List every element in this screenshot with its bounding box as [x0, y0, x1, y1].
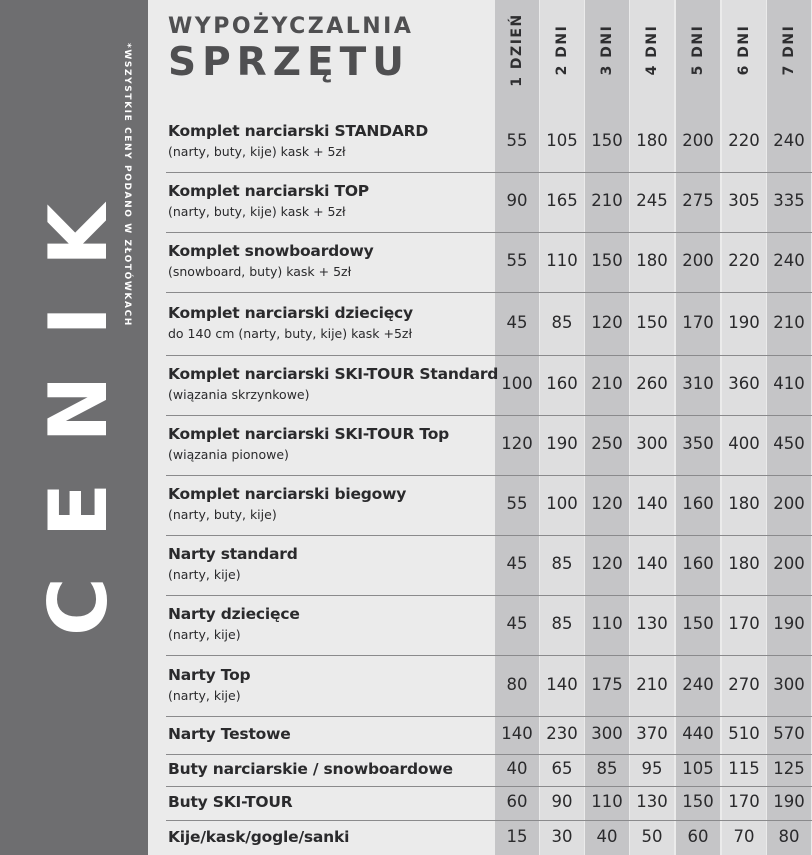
- item-description: (wiązania skrzynkowe): [168, 387, 310, 402]
- price-cell: 180: [636, 251, 668, 270]
- column-header-label: 2 DNI: [554, 24, 570, 76]
- price-cell: 240: [773, 131, 805, 150]
- price-cell: 60: [687, 826, 709, 846]
- price-cell: 190: [546, 434, 578, 453]
- price-cell: 200: [682, 251, 714, 270]
- price-cell: 210: [636, 674, 668, 694]
- price-cell: 230: [546, 724, 578, 743]
- price-cell: 240: [682, 674, 714, 694]
- price-cell: 40: [506, 759, 528, 778]
- page-title-line2: SPRZĘTU: [168, 40, 410, 85]
- page-title-line1: WYPOŻYCZALNIA: [168, 14, 414, 39]
- price-cell: 70: [733, 826, 755, 846]
- price-cell: 110: [591, 792, 623, 811]
- price-cell: 45: [506, 312, 528, 332]
- price-cell: 180: [728, 494, 760, 513]
- item-name: Buty narciarskie / snowboardowe: [168, 760, 453, 778]
- column-header-label: 7 DNI: [781, 24, 797, 76]
- item-description: (narty, buty, kije): [168, 507, 277, 522]
- column-header-label: 5 DNI: [690, 24, 706, 76]
- price-cell: 150: [636, 312, 668, 332]
- price-cell: 200: [773, 494, 805, 513]
- price-cell: 350: [682, 434, 714, 453]
- column-header: [495, 0, 539, 100]
- currency-note: *WSZYSTKIE CENY PODANO W ZŁOTÓWKACH: [122, 43, 132, 327]
- item-name: Buty SKI-TOUR: [168, 793, 293, 811]
- price-cell: 190: [773, 614, 805, 633]
- price-cell: 200: [773, 554, 805, 573]
- price-cell: 80: [778, 826, 800, 846]
- item-name: Komplet narciarski biegowy: [168, 485, 407, 503]
- price-cell: 100: [501, 374, 533, 393]
- price-cell: 45: [506, 554, 528, 573]
- price-cell: 160: [682, 494, 714, 513]
- item-description: (narty, buty, kije) kask + 5zł: [168, 204, 346, 219]
- price-cell: 30: [551, 826, 573, 846]
- price-cell: 15: [506, 826, 528, 846]
- column-header-label: 1 DZIEŃ: [509, 13, 525, 87]
- item-name: Komplet narciarski SKI-TOUR Top: [168, 425, 450, 443]
- price-cell: 300: [591, 724, 623, 743]
- price-cell: 300: [773, 674, 805, 694]
- price-cell: 260: [636, 374, 668, 393]
- column-header: [630, 0, 674, 100]
- item-description: do 140 cm (narty, buty, kije) kask +5zł: [168, 325, 413, 341]
- side-title: CENIK: [32, 163, 125, 637]
- price-cell: 105: [546, 131, 578, 150]
- price-cell: 190: [773, 792, 805, 811]
- price-cell: 140: [636, 494, 668, 513]
- price-cell: 220: [728, 251, 760, 270]
- price-cell: 80: [506, 674, 528, 694]
- price-cell: 110: [591, 614, 623, 633]
- column-header: [676, 0, 720, 100]
- column-header-label: 4 DNI: [644, 24, 660, 76]
- price-cell: 270: [728, 674, 760, 694]
- price-cell: 85: [596, 759, 618, 778]
- item-description: (narty, kije): [168, 567, 241, 582]
- price-cell: 450: [773, 434, 805, 453]
- price-cell: 150: [591, 131, 623, 150]
- column-header: [767, 0, 811, 100]
- price-cell: 45: [506, 614, 528, 633]
- price-cell: 170: [682, 312, 714, 332]
- item-description: (narty, buty, kije) kask + 5zł: [168, 144, 346, 159]
- column-header-label: 3 DNI: [599, 24, 615, 76]
- price-cell: 125: [773, 759, 805, 778]
- item-name: Narty standard: [168, 545, 298, 563]
- price-cell: 310: [682, 374, 714, 393]
- price-cell: 105: [682, 759, 714, 778]
- price-cell: 370: [636, 724, 668, 743]
- price-cell: 570: [773, 724, 805, 743]
- price-cell: 100: [546, 494, 578, 513]
- item-name: Komplet narciarski dziecięcy: [168, 303, 413, 322]
- item-description: (narty, kije): [168, 687, 241, 703]
- price-cell: 210: [773, 312, 805, 332]
- column-header: [722, 0, 766, 100]
- price-cell: 510: [728, 724, 760, 743]
- price-cell: 165: [546, 191, 578, 210]
- item-description: (snowboard, buty) kask + 5zł: [168, 264, 352, 279]
- item-name: Komplet narciarski STANDARD: [168, 122, 429, 140]
- price-cell: 140: [546, 674, 578, 694]
- item-name: Narty Top: [168, 665, 251, 684]
- item-description: (narty, kije): [168, 627, 241, 642]
- price-cell: 65: [551, 759, 573, 778]
- column-header: [540, 0, 584, 100]
- price-cell: 85: [551, 554, 573, 573]
- price-cell: 60: [506, 792, 528, 811]
- column-header-label: 6 DNI: [736, 24, 752, 76]
- price-cell: 120: [501, 434, 533, 453]
- price-cell: 190: [728, 312, 760, 332]
- price-cell: 120: [591, 312, 623, 332]
- price-cell: 180: [728, 554, 760, 573]
- price-cell: 210: [591, 191, 623, 210]
- price-cell: 170: [728, 792, 760, 811]
- price-cell: 95: [641, 759, 663, 778]
- price-cell: 275: [682, 191, 714, 210]
- price-cell: 130: [636, 614, 668, 633]
- price-cell: 120: [591, 554, 623, 573]
- item-description: (wiązania pionowe): [168, 447, 289, 462]
- price-cell: 360: [728, 374, 760, 393]
- price-cell: 240: [773, 251, 805, 270]
- price-cell: 55: [506, 131, 528, 150]
- price-cell: 110: [546, 251, 578, 270]
- price-cell: 250: [591, 434, 623, 453]
- price-cell: 160: [682, 554, 714, 573]
- item-name: Narty Testowe: [168, 725, 291, 743]
- price-cell: 55: [506, 251, 528, 270]
- item-name: Kije/kask/gogle/sanki: [168, 827, 350, 846]
- price-cell: 50: [641, 826, 663, 846]
- price-cell: 180: [636, 131, 668, 150]
- price-cell: 175: [591, 674, 623, 694]
- price-cell: 40: [596, 826, 618, 846]
- item-name: Komplet snowboardowy: [168, 242, 374, 260]
- item-name: Komplet narciarski SKI-TOUR Standard: [168, 365, 499, 383]
- price-cell: 90: [506, 191, 528, 210]
- column-header: [585, 0, 629, 100]
- price-cell: 115: [728, 759, 760, 778]
- price-cell: 400: [728, 434, 760, 453]
- price-cell: 120: [591, 494, 623, 513]
- price-cell: 140: [501, 724, 533, 743]
- price-cell: 305: [728, 191, 760, 210]
- price-cell: 150: [682, 792, 714, 811]
- price-cell: 220: [728, 131, 760, 150]
- price-cell: 160: [546, 374, 578, 393]
- price-cell: 150: [591, 251, 623, 270]
- price-cell: 245: [636, 191, 668, 210]
- price-cell: 410: [773, 374, 805, 393]
- price-cell: 440: [682, 724, 714, 743]
- price-cell: 200: [682, 131, 714, 150]
- price-cell: 140: [636, 554, 668, 573]
- price-cell: 335: [773, 191, 805, 210]
- price-cell: 90: [551, 792, 573, 811]
- price-cell: 300: [636, 434, 668, 453]
- price-cell: 210: [591, 374, 623, 393]
- item-name: Komplet narciarski TOP: [168, 182, 369, 200]
- price-cell: 85: [551, 312, 573, 332]
- price-cell: 150: [682, 614, 714, 633]
- item-name: Narty dziecięce: [168, 605, 300, 623]
- price-cell: 55: [506, 494, 528, 513]
- price-cell: 170: [728, 614, 760, 633]
- price-cell: 130: [636, 792, 668, 811]
- price-cell: 85: [551, 614, 573, 633]
